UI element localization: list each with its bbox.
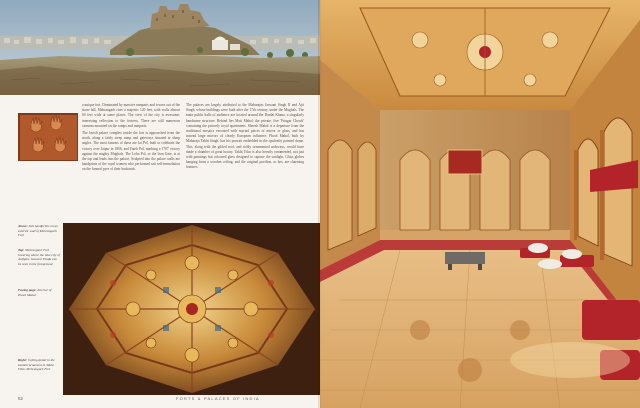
caption-top (18, 248, 60, 266)
body-text-column-b (186, 103, 304, 225)
caption-above (18, 224, 60, 238)
paragraph: a unique fort. Dominated by massive ramparts and towers out of the stone hill, Mehrangarh rises a majestic 120 feet, with walls almost 60 feet wide at some places. The view of the city is awesome; interesting reflection to the fortress. There are still numerous cannons mounted on the ramps and ramparts. (82, 103, 180, 128)
caption-lead: Facing page: (18, 288, 37, 292)
ceiling-detail-photo (63, 223, 320, 395)
caption-text: Ceiling detail in the bastion ornament in Takht Vilas, Mehrangarh Fort (18, 358, 55, 372)
caption-lead: Top: (18, 248, 25, 252)
fort-photo (0, 0, 320, 95)
page-number: 52 (18, 396, 24, 401)
caption-text: Mehrangarh Fort towering above the blue city of Jodhpur. Jaswant Thada can be seen in the foreground (18, 248, 60, 266)
paragraph: The palaces are largely attributed to the Maharajas Jaswant Singh II and Ajit Singh, whose buildings were built after the 17th century, under the Mughals. The main public halls of audience are located around the Daulat Khana, a singularly handsome structure. Behind lies Moti Mahal, the private, five 'Pringar Chowk' containing the princely royal apartments. Sheesh Mahal is a departure from the traditional mosaics executed with myriad pieces of mirror or glass, and has instead large mirrors of clearly European influence. Phool Mahal, built by Maharaja Takht Singh, has his portrait embedded in the opulently painted dome. This, along with the gilded roof, and richly ornamented archways, would have made a chamber of great luxury. Takht Vilas is also heavily ornamented, not just with paintings but coloured glass designed to capture the sunlight. Glass globes hanging from a wooden ceiling, and the original pavilion, or kes, are charming features. (186, 103, 304, 170)
page-gutter (318, 0, 322, 408)
running-title: FORTS & PALACES OF INDIA (176, 396, 260, 401)
caption-right (18, 358, 60, 372)
caption-lead: Above: (18, 224, 28, 228)
caption-text: Sati handprints on an exterior wall of Mehrangarh Fort (18, 224, 58, 238)
sati-handprints-photo (18, 113, 78, 161)
caption-facing-page (18, 288, 60, 297)
caption-text: Interior of Phool Mahal (18, 288, 52, 297)
caption-lead: Right: (18, 358, 27, 362)
body-text-column-a (82, 103, 180, 213)
palace-interior-photo (320, 0, 640, 408)
paragraph: The lavish palace complex inside the fort is approached from the north, along a fairly steep ramp and gateways situated at sharp angles. The most famous of these are Jai Pol, built to celebrate the victory over Jaipur in 1806, and Fateh Pol, marking a 1707 victory against the mighty Mughals. The Loha Pol, or the Iron Gate, is at the top and leads into the palace. Sculpted into the palace walls are handprints of the royal women who performed sati self-immolation on the funeral pyre of their husbands. (82, 131, 180, 172)
